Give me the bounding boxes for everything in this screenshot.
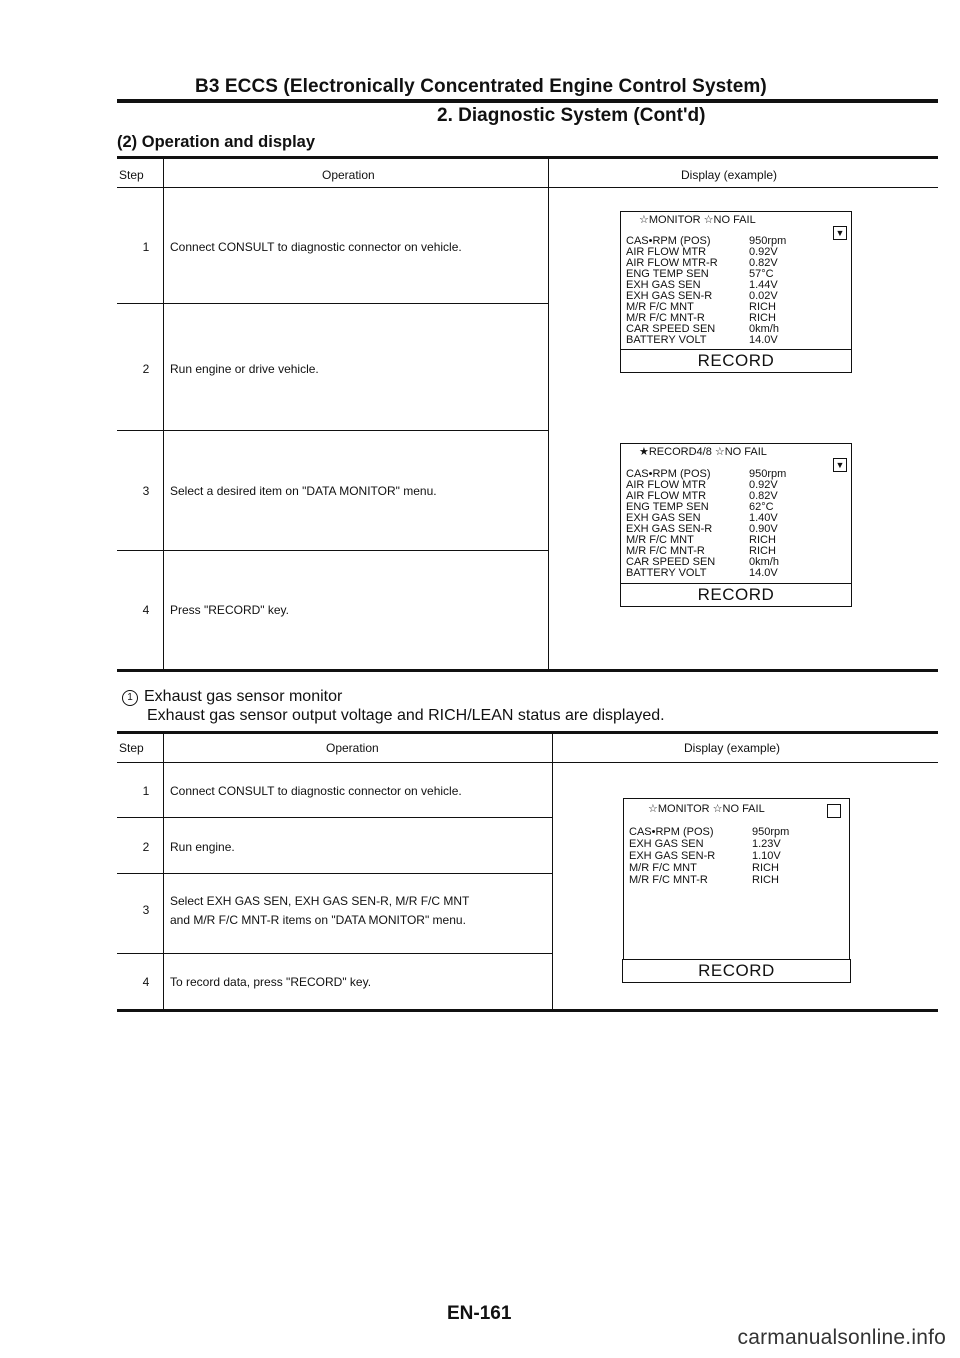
operation-text: Select a desired item on "DATA MONITOR" menu. xyxy=(170,484,437,498)
column-divider xyxy=(552,734,553,1010)
data-value: 0.92V xyxy=(749,246,778,258)
column-header-display: Display (example) xyxy=(684,741,781,755)
data-value: RICH xyxy=(749,534,776,546)
table-top-rule xyxy=(117,156,938,159)
step-number: 4 xyxy=(142,975,150,989)
table-bottom-rule xyxy=(117,1009,938,1012)
data-value: 0.92V xyxy=(749,479,778,491)
data-label: EXH GAS SEN xyxy=(626,279,701,291)
data-value: 57°C xyxy=(749,268,774,280)
row-divider xyxy=(117,550,549,551)
data-value: 0km/h xyxy=(749,556,779,568)
note-description: Exhaust gas sensor output voltage and RICH/LEAN status are displayed. xyxy=(147,707,665,724)
step-number: 2 xyxy=(142,840,150,854)
data-value: 1.23V xyxy=(752,838,781,850)
column-header-display: Display (example) xyxy=(681,168,778,182)
data-value: 0.82V xyxy=(749,257,778,269)
data-label: CAR SPEED SEN xyxy=(626,556,716,568)
step-number: 3 xyxy=(142,484,150,498)
data-label: BATTERY VOLT xyxy=(626,567,707,579)
data-value: 14.0V xyxy=(749,567,778,579)
data-label: M/R F/C MNT xyxy=(629,862,697,874)
record-button[interactable]: RECORD xyxy=(622,959,851,983)
step-number: 3 xyxy=(142,903,150,917)
operation-text: To record data, press "RECORD" key. xyxy=(170,975,372,989)
data-label: BATTERY VOLT xyxy=(626,334,707,346)
column-header-operation: Operation xyxy=(322,168,375,182)
screen-data-row xyxy=(629,863,779,874)
screen-data-row xyxy=(629,839,781,850)
page-number: EN-161 xyxy=(447,1303,512,1324)
consult-screen-record xyxy=(620,443,852,605)
step-number: 1 xyxy=(142,784,150,798)
operation-text: Select EXH GAS SEN, EXH GAS SEN-R, M/R F/C MNT xyxy=(170,894,470,908)
data-label: EXH GAS SEN xyxy=(626,512,701,524)
data-label: M/R F/C MNT-R xyxy=(629,874,708,886)
data-value: 1.40V xyxy=(749,512,778,524)
operation-text: Run engine. xyxy=(170,840,235,854)
step-number: 2 xyxy=(142,362,150,376)
step-number: 1 xyxy=(142,240,150,254)
page-header-subtitle: 2. Diagnostic System (Cont'd) xyxy=(437,105,706,126)
scroll-down-icon: ▼ xyxy=(833,458,847,472)
column-divider xyxy=(163,734,164,1010)
screen-header: ☆MONITOR ☆NO FAIL xyxy=(639,214,756,226)
consult-screen-exh-gas-monitor xyxy=(623,798,850,980)
data-label: EXH GAS SEN xyxy=(629,838,704,850)
data-value: 950rpm xyxy=(752,826,790,838)
operation-text: and M/R F/C MNT-R items on "DATA MONITOR" menu. xyxy=(170,913,466,927)
row-divider xyxy=(117,953,553,954)
screen-data-row xyxy=(626,568,778,579)
data-label: M/R F/C MNT xyxy=(626,534,694,546)
data-value: 14.0V xyxy=(749,334,778,346)
data-label: ENG TEMP SEN xyxy=(626,268,709,280)
row-divider xyxy=(117,303,549,304)
page-header-title: B3 ECCS (Electronically Concentrated Engine Control System) xyxy=(195,76,767,97)
data-value: RICH xyxy=(749,301,776,313)
data-value: RICH xyxy=(749,545,776,557)
column-header-operation: Operation xyxy=(326,741,379,755)
screen-header: ☆MONITOR ☆NO FAIL xyxy=(648,803,765,815)
data-value: 950rpm xyxy=(749,468,787,480)
note-heading xyxy=(122,688,342,706)
scroll-icon-blank xyxy=(827,804,841,818)
data-label: M/R F/C MNT-R xyxy=(626,312,705,324)
record-button[interactable]: RECORD xyxy=(620,583,852,607)
circled-number-icon: 1 xyxy=(122,690,138,706)
data-label: CAS•RPM (POS) xyxy=(626,235,711,247)
header-bottom-rule xyxy=(117,187,938,188)
row-divider xyxy=(117,873,553,874)
data-label: AIR FLOW MTR xyxy=(626,246,707,258)
data-label: AIR FLOW MTR xyxy=(626,490,707,502)
screen-data-row xyxy=(629,851,781,862)
data-label: AIR FLOW MTR-R xyxy=(626,257,718,269)
screen-header: ★RECORD4/8 ☆NO FAIL xyxy=(639,446,767,458)
data-value: 0.82V xyxy=(749,490,778,502)
note-title: Exhaust gas sensor monitor xyxy=(144,688,343,705)
data-label: M/R F/C MNT-R xyxy=(626,545,705,557)
data-label: CAR SPEED SEN xyxy=(626,323,716,335)
column-divider xyxy=(548,159,549,669)
screen-data-row xyxy=(629,875,779,886)
row-divider xyxy=(117,430,549,431)
column-header-step: Step xyxy=(119,741,144,755)
record-button[interactable]: RECORD xyxy=(620,349,852,373)
column-header-step: Step xyxy=(119,168,144,182)
data-value: 950rpm xyxy=(749,235,787,247)
watermark: carmanualsonline.info xyxy=(737,1326,946,1349)
header-rule xyxy=(117,99,938,103)
data-value: RICH xyxy=(752,862,779,874)
data-label: M/R F/C MNT xyxy=(626,301,694,313)
column-divider xyxy=(163,159,164,669)
row-divider xyxy=(117,817,553,818)
data-label: EXH GAS SEN-R xyxy=(629,850,716,862)
data-label: CAS•RPM (POS) xyxy=(629,826,714,838)
data-value: 62°C xyxy=(749,501,774,513)
operation-text: Run engine or drive vehicle. xyxy=(170,362,319,376)
data-value: 0km/h xyxy=(749,323,779,335)
data-label: EXH GAS SEN-R xyxy=(626,290,713,302)
header-bottom-rule xyxy=(117,762,938,763)
table-bottom-rule xyxy=(117,669,938,672)
operation-text: Connect CONSULT to diagnostic connector on vehicle. xyxy=(170,784,462,798)
data-value: 1.10V xyxy=(752,850,781,862)
consult-screen-monitor xyxy=(620,211,852,368)
operation-text: Press "RECORD" key. xyxy=(170,603,289,617)
step-number: 4 xyxy=(142,603,150,617)
data-value: 0.90V xyxy=(749,523,778,535)
data-value: 1.44V xyxy=(749,279,778,291)
operation-text: Connect CONSULT to diagnostic connector on vehicle. xyxy=(170,240,462,254)
data-value: 0.02V xyxy=(749,290,778,302)
data-label: AIR FLOW MTR xyxy=(626,479,707,491)
data-label: ENG TEMP SEN xyxy=(626,501,709,513)
section-title: (2) Operation and display xyxy=(117,133,316,151)
data-value: RICH xyxy=(752,874,779,886)
scroll-down-icon: ▼ xyxy=(833,226,847,240)
screen-data-row xyxy=(626,335,778,346)
data-value: RICH xyxy=(749,312,776,324)
data-label: CAS•RPM (POS) xyxy=(626,468,711,480)
screen-data-row xyxy=(629,827,789,838)
data-label: EXH GAS SEN-R xyxy=(626,523,713,535)
table-top-rule xyxy=(117,731,938,734)
